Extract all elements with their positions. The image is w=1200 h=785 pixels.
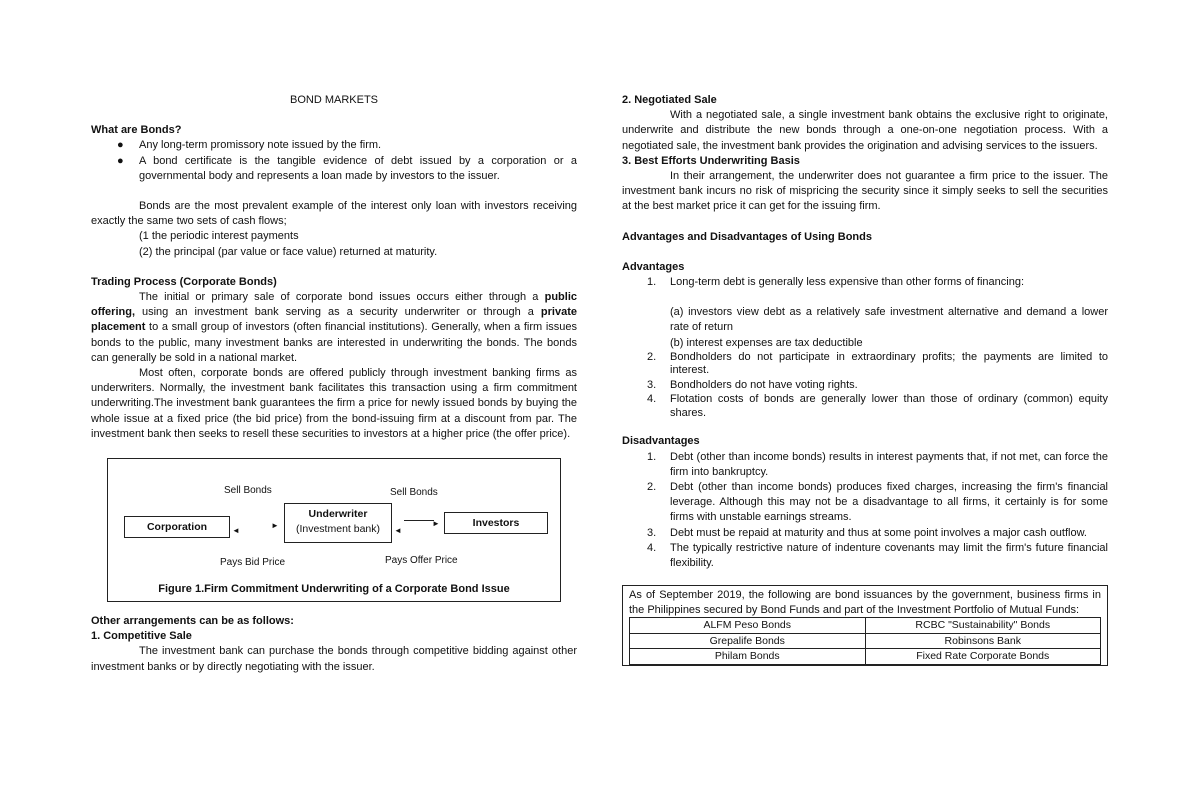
bonds-paragraph: Bonds are the most prevalent example of the interest only loan with investors receiving exactly the same two sets of cash flows; bbox=[91, 200, 577, 228]
arrow-right-icon: ► bbox=[432, 519, 440, 529]
underwriting-figure bbox=[107, 458, 561, 602]
page-title: BOND MARKETS bbox=[289, 94, 378, 106]
table-cell: Robinsons Bank bbox=[865, 633, 1101, 649]
list-item: 3. Bondholders do not have voting rights. bbox=[647, 378, 858, 391]
advantages-list-cont bbox=[622, 351, 1108, 421]
underwriter-box bbox=[284, 503, 392, 543]
bond-issuances-table bbox=[629, 617, 1101, 665]
adv-dis-heading: Advantages and Disadvantages of Using Bonds bbox=[622, 230, 872, 243]
list-item: ● Any long-term promissory note issued by the firm. bbox=[91, 138, 577, 153]
right-column bbox=[622, 93, 1108, 666]
negotiated-sale-heading: 2. Negotiated Sale bbox=[622, 94, 717, 106]
list-item: 3. Debt must be repaid at maturity and thus at some point involves a major cash outflow. bbox=[647, 526, 1087, 539]
arrow-line bbox=[404, 520, 434, 521]
sell-bonds-label: Sell Bonds bbox=[224, 485, 272, 497]
left-column bbox=[91, 93, 577, 675]
trading-process-heading: Trading Process (Corporate Bonds) bbox=[91, 275, 277, 288]
competitive-sale-paragraph: The investment bank can purchase the bonds through competitive bidding against other investment banks or by directly negotiating with the issuer. bbox=[91, 645, 577, 673]
underwriter-label: Underwriter bbox=[308, 508, 368, 521]
best-efforts-heading: 3. Best Efforts Underwriting Basis bbox=[622, 154, 800, 167]
pays-offer-price-label: Pays Offer Price bbox=[385, 555, 458, 567]
bond-issuances-box bbox=[622, 585, 1108, 666]
table-row bbox=[630, 618, 1101, 634]
table-row bbox=[630, 649, 1101, 665]
advantage-subitem: (a) investors view debt as a relatively safe investment alternative and demand a lower rate of return bbox=[670, 306, 1108, 334]
best-efforts-paragraph: In their arrangement, the underwriter does not guarantee a firm price to the issuer. The investment bank incurs no risk of mispricing the security since it simply seeks to sell the securities at the best market price it can get for the issuing firm. bbox=[622, 170, 1108, 213]
what-are-bonds-heading: What are Bonds? bbox=[91, 124, 182, 137]
pays-bid-price-label: Pays Bid Price bbox=[220, 557, 286, 569]
other-arrangements-heading: Other arrangements can be as follows: bbox=[91, 615, 294, 628]
list-item: 1. Long-term debt is generally less expensive than other forms of financing: bbox=[647, 276, 1025, 289]
advantages-list bbox=[622, 275, 1108, 290]
arrow-left-icon: ◄ bbox=[394, 526, 402, 536]
cashflow-item: (2) the principal (par value or face value) returned at maturity. bbox=[139, 245, 438, 258]
investment-bank-label: (Investment bank) bbox=[295, 523, 381, 536]
table-row bbox=[630, 633, 1101, 649]
bond-issuances-intro: As of September 2019, the following are bond issuances by the government, business firms in the Philippines secured by Bond Funds and part of the Investment Portfolio of Mutual Funds: bbox=[629, 589, 1101, 616]
figure-caption: Figure 1.Firm Commitment Underwriting of a Corporate Bond Issue bbox=[158, 582, 510, 595]
bullet-icon: ● bbox=[117, 139, 124, 152]
bullet-icon: ● bbox=[117, 154, 124, 167]
disadvantages-list bbox=[622, 450, 1108, 572]
cashflow-item: (1 the periodic interest payments bbox=[139, 230, 299, 243]
list-item: 2. Debt (other than income bonds) produces fixed charges, increasing the firm's financial leverage. Although this may not be a disadvantage to all firms, it certainly is for some firms with unstable earnings streams. bbox=[647, 480, 1108, 524]
trading-paragraph-1: The initial or primary sale of corporate bond issues occurs either through a public offering, using an investment bank serving as a security underwriter or through a private placement to a small group of investors (often financial institutions). Generally, when a firm issues bonds to the public, many investment banks are interested in underwriting the bonds. The bonds can generally be sold in a national market. bbox=[91, 291, 577, 364]
list-item: 4. The typically restrictive nature of indenture covenants may limit the firm's future financial flexibility. bbox=[647, 541, 1108, 569]
table-cell: Philam Bonds bbox=[630, 649, 866, 665]
advantages-heading: Advantages bbox=[622, 260, 685, 273]
list-item: 1. Debt (other than income bonds) results in interest payments that, if not met, can force the firm into bankruptcy. bbox=[647, 450, 1108, 478]
competitive-sale-heading: 1. Competitive Sale bbox=[91, 630, 192, 643]
negotiated-sale-paragraph: With a negotiated sale, a single investment bank obtains the exclusive right to originate, underwrite and distribute the new bonds through a one-on-one negotiation process. With a negotiated sale, the investment bank provides the origination and advising services to the issuers. bbox=[622, 109, 1108, 152]
table-cell: RCBC "Sustainability" Bonds bbox=[865, 618, 1101, 634]
list-item: 2. Bondholders do not participate in extraordinary profits; the payments are limited to interest. bbox=[647, 350, 1108, 377]
corporation-box: Corporation bbox=[124, 516, 230, 538]
trading-paragraph-2: Most often, corporate bonds are offered publicly through investment banking firms as underwriters. Normally, the investment bank facilitates this transaction using a firm commitment underwriting.The investment bank guarantees the firm a price for newly issued bonds by buying the whole issue at a fixed price (the bid price) from the bond-issuing firm at a discount from par. The investment bank then seeks to resell these securities to investors at a higher price (the offer price). bbox=[91, 367, 577, 440]
sell-bonds-label: Sell Bonds bbox=[390, 487, 438, 499]
list-item: ● A bond certificate is the tangible evidence of debt issued by a corporation or a governmental body and represents a loan made by investors to the issuer. bbox=[117, 154, 577, 182]
investors-box: Investors bbox=[444, 512, 548, 534]
disadvantages-heading: Disadvantages bbox=[622, 435, 700, 448]
table-cell: ALFM Peso Bonds bbox=[630, 618, 866, 634]
bonds-definition-list bbox=[91, 138, 577, 184]
advantage-subitem: (b) interest expenses are tax deductible bbox=[670, 336, 863, 349]
arrow-right-icon: ► bbox=[271, 521, 279, 531]
table-cell: Fixed Rate Corporate Bonds bbox=[865, 649, 1101, 665]
table-cell: Grepalife Bonds bbox=[630, 633, 866, 649]
arrow-left-icon: ◄ bbox=[232, 526, 240, 536]
list-item: 4. Flotation costs of bonds are generally lower than those of ordinary (common) equity shares. bbox=[647, 393, 1108, 419]
